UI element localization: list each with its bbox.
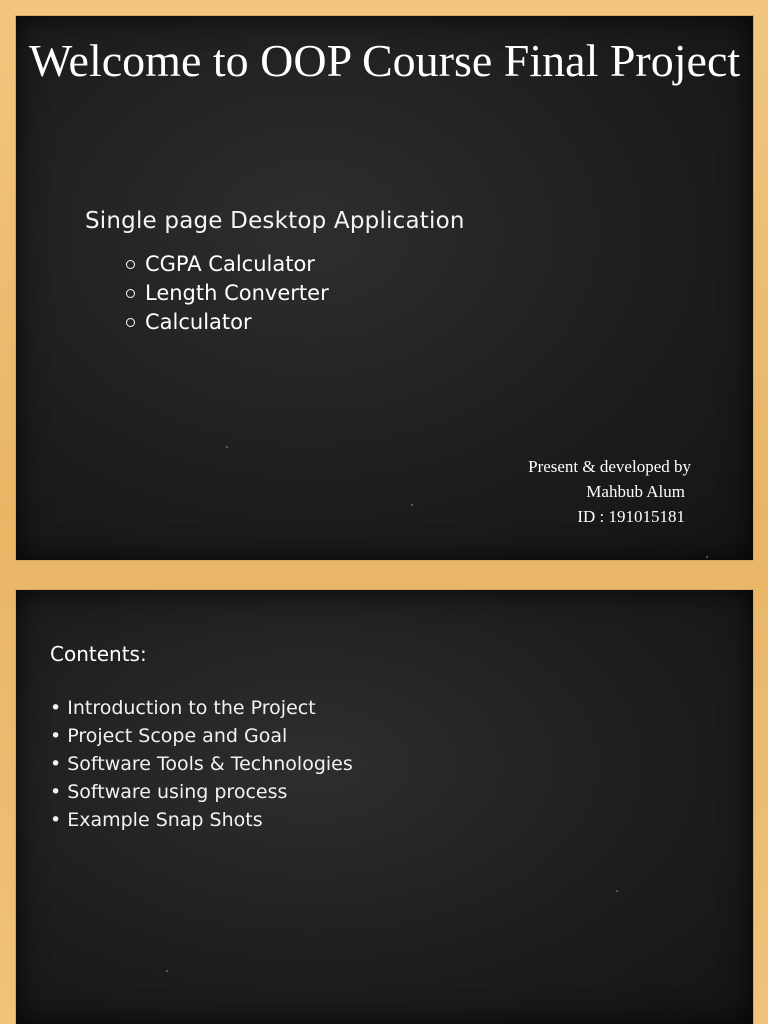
slide-2 (16, 590, 753, 1024)
contents-heading: Contents: (50, 642, 147, 666)
presenter-id: ID : 191015181 (577, 507, 685, 526)
chalk-speck (226, 446, 228, 448)
list-item-label: Software using process (67, 781, 288, 803)
bullet-icon: • (50, 781, 62, 803)
slide-1 (16, 16, 753, 560)
bullet-icon: • (50, 809, 62, 831)
list-item-label: Length Converter (145, 281, 329, 305)
list-item (50, 750, 353, 778)
list-item (50, 722, 353, 750)
list-item (126, 250, 329, 279)
slide-title: Welcome to OOP Course Final Project (28, 35, 741, 86)
application-list (126, 250, 329, 337)
list-item-label: Calculator (145, 310, 252, 334)
bullet-icon: • (50, 753, 62, 775)
list-item (50, 806, 353, 834)
chalk-speck (616, 890, 618, 892)
bullet-icon: • (50, 697, 62, 719)
circle-bullet-icon (126, 289, 135, 298)
list-item (50, 778, 353, 806)
chalk-speck (166, 970, 168, 972)
chalk-speck (411, 504, 413, 506)
chalk-speck (706, 556, 708, 558)
list-item-label: Project Scope and Goal (67, 725, 288, 747)
circle-bullet-icon (126, 260, 135, 269)
list-item-label: Example Snap Shots (67, 809, 263, 831)
list-item-label: CGPA Calculator (145, 252, 315, 276)
circle-bullet-icon (126, 318, 135, 327)
list-item (126, 279, 329, 308)
list-item-label: Introduction to the Project (67, 697, 316, 719)
bullet-icon: • (50, 725, 62, 747)
presenter-name: Mahbub Alum (586, 482, 685, 501)
presenter-line: Present & developed by (528, 457, 691, 476)
presenter-info (528, 454, 691, 529)
list-item (50, 694, 353, 722)
list-item-label: Software Tools & Technologies (67, 753, 353, 775)
list-item (126, 308, 329, 337)
slide-subtitle: Single page Desktop Application (85, 208, 465, 234)
contents-list (50, 694, 353, 834)
